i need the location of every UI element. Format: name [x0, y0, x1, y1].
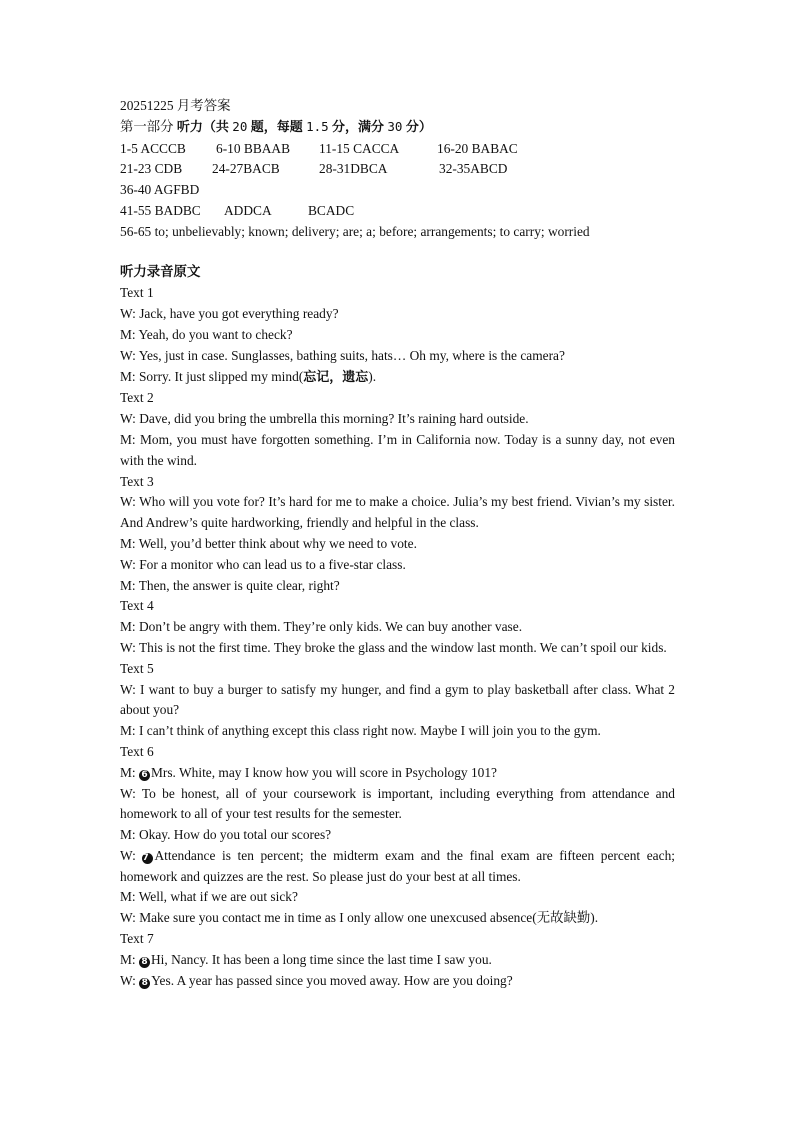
gloss-bold: 忘记，遗忘 — [303, 369, 369, 385]
dialogue-line: W: Dave, did you bring the umbrella this morning? It’s raining hard outside. — [120, 411, 529, 427]
answer-group: 41-55 BADBC — [120, 202, 201, 218]
text-label: Text 1 — [120, 285, 154, 301]
part-label: 第一部分 — [120, 118, 174, 134]
transcript-title: 听力录音原文 — [120, 264, 201, 280]
answer-row-5: 56-65 to; unbelievably; known; delivery; are; a; before; arrangements; to carry; worried — [120, 223, 590, 239]
dialogue-text: M: Sorry. It just slipped my mind( — [120, 368, 304, 384]
part-desc-5: 分，满分 — [332, 119, 385, 135]
text-label: Text 3 — [120, 473, 154, 489]
dialogue-line — [120, 763, 675, 784]
dialogue-text: Attendance is ten percent; the midterm exam and the final exam are fifteen percent each; homework and quizzes are the rest. So please just do your best at all times. — [120, 847, 675, 884]
part-desc-2: 20 — [232, 118, 248, 134]
question-number-badge: 8 — [139, 978, 150, 989]
dialogue-line — [120, 971, 675, 992]
answer-group: 24-27BACB — [212, 161, 280, 177]
answer-row-4 — [120, 201, 675, 222]
part-desc-7: 分） — [405, 119, 432, 135]
answer-group: 21-23 CDB — [120, 161, 183, 177]
speaker: M: — [120, 764, 139, 780]
dialogue-line — [120, 846, 675, 888]
text-label: Text 5 — [120, 660, 154, 676]
dialogue-text: Yes. A year has passed since you moved away. How are you doing? — [151, 972, 513, 988]
text-label: Text 7 — [120, 931, 154, 947]
dialogue-line: W: This is not the first time. They broke the glass and the window last month. We can’t spoil our kids. — [120, 639, 667, 655]
part-heading — [120, 117, 675, 139]
part-desc-6: 30 — [387, 118, 403, 134]
part-desc-1: 听力（共 — [176, 119, 229, 135]
dialogue-line: W: Who will you vote for? It’s hard for me to make a choice. Julia’s my best friend. Vivian’s my sister. And Andrew’s quite hardworking, friendly and helpful in the class. — [120, 494, 675, 531]
dialogue-line: W: I want to buy a burger to satisfy my hunger, and find a gym to play basketball after class. What 2 about you? — [120, 681, 675, 718]
part-desc-3: 题，每题 — [250, 119, 303, 135]
speaker: W: — [120, 847, 143, 863]
answer-group: ADDCA — [224, 202, 272, 218]
answer-row-2 — [120, 159, 675, 180]
dialogue-line: W: Yes, just in case. Sunglasses, bathing suits, hats… Oh my, where is the camera? — [120, 347, 565, 363]
answer-group: 32-35ABCD — [439, 161, 508, 177]
dialogue-text: Mrs. White, may I know how you will score in Psychology 101? — [150, 764, 497, 780]
part-desc-4: 1.5 — [306, 118, 329, 134]
question-number-badge: 6 — [139, 770, 150, 781]
dialogue-line: M: I can’t think of anything except this class right now. Maybe I will join you to the gym. — [120, 723, 601, 739]
text-label: Text 6 — [120, 743, 154, 759]
dialogue-line: M: Well, what if we are out sick? — [120, 889, 298, 905]
answer-group: 16-20 BABAC — [437, 140, 518, 156]
dialogue-line: M: Don’t be angry with them. They’re only kids. We can buy another vase. — [120, 619, 523, 635]
answer-group: 28-31DBCA — [319, 161, 388, 177]
dialogue-line: M: Then, the answer is quite clear, right? — [120, 577, 340, 593]
dialogue-line: W: Make sure you contact me in time as I only allow one unexcused absence(无故缺勤). — [120, 910, 599, 926]
answer-row-3 — [120, 180, 675, 201]
answer-group: BCADC — [308, 202, 355, 218]
dialogue-line — [120, 367, 675, 389]
answer-group: 11-15 CACCA — [319, 140, 400, 156]
dialogue-line: M: Well, you’d better think about why we need to vote. — [120, 535, 417, 551]
question-number-badge: 8 — [139, 957, 150, 968]
dialogue-line: W: Jack, have you got everything ready? — [120, 306, 339, 322]
dialogue-line: M: Yeah, do you want to check? — [120, 326, 293, 342]
dialogue-line: W: For a monitor who can lead us to a five-star class. — [120, 556, 406, 572]
speaker: W: — [120, 972, 140, 988]
answer-group: 36-40 AGFBD — [120, 182, 200, 198]
document-page — [120, 96, 675, 991]
answer-group: 6-10 BBAAB — [216, 140, 291, 156]
question-number-badge: 7 — [142, 853, 153, 864]
text-label: Text 4 — [120, 598, 154, 614]
dialogue-line: W: To be honest, all of your coursework is important, including everything from attendance and homework to all of your test results for the semester. — [120, 785, 675, 822]
answer-group: 1-5 ACCCB — [120, 140, 186, 156]
dialogue-line: M: Okay. How do you total our scores? — [120, 827, 332, 843]
speaker: M: — [120, 951, 139, 967]
dialogue-line: M: Mom, you must have forgotten something. I’m in California now. Today is a sunny day, not even with the wind. — [120, 431, 675, 468]
dialogue-line — [120, 950, 675, 971]
doc-title: 20251225 月考答案 — [120, 98, 231, 113]
text-label: Text 2 — [120, 390, 154, 406]
dialogue-text: ). — [368, 368, 377, 384]
answer-row-1 — [120, 139, 675, 160]
dialogue-text: Hi, Nancy. It has been a long time since the last time I saw you. — [150, 951, 492, 967]
